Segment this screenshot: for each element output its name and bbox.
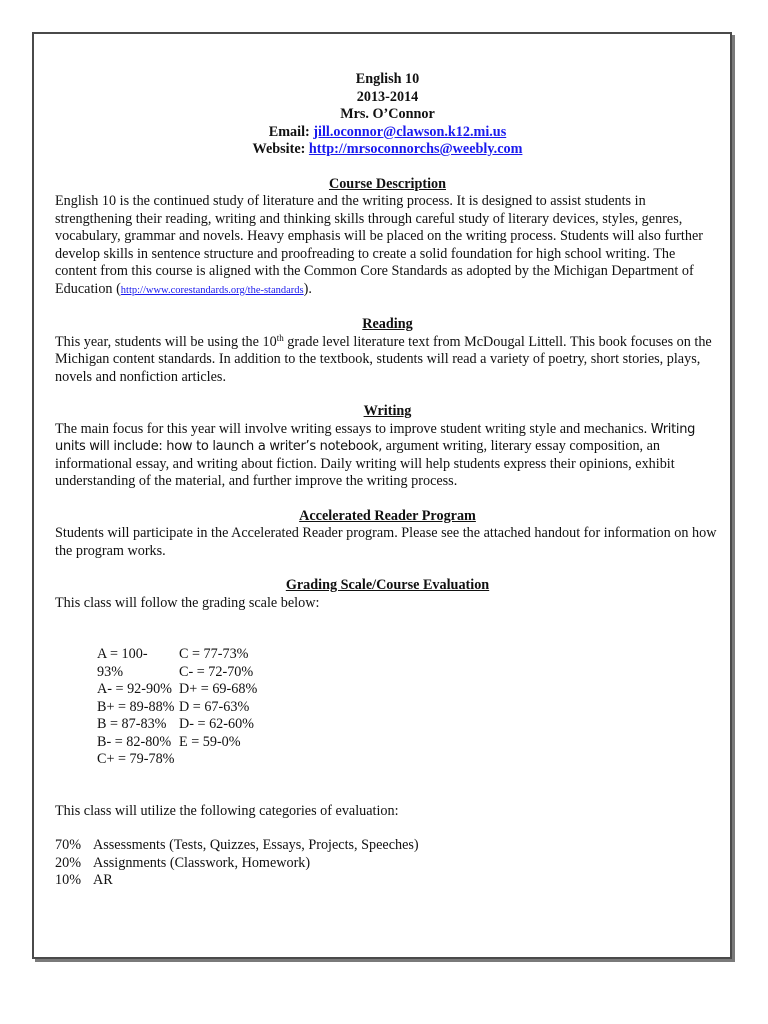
course-description-end: ). [303, 280, 312, 297]
evaluation-label: AR [93, 872, 113, 888]
evaluation-row [55, 837, 720, 855]
grading-scale-table [97, 646, 720, 769]
grade-row: B- = 82-80% [97, 733, 172, 750]
reading-heading: Reading [362, 316, 413, 332]
course-description-body: English 10 is the continued study of literature and the writing process. It is designed to assist students in strengthening their reading, writing and thinking skills through careful study of literary devices, styles, genres, vocabulary, grammar and novels. Heavy emphasis will be placed on the writing process. Students will also further develop skills in sentence structure and proofreading to create a solid foundation for high school writing. The content from this course is aligned with the Common Core Standards as adopted by the Michigan Department of Education ( [55, 193, 703, 297]
grade-row: C = 77-73% [179, 646, 249, 662]
website-line [55, 141, 720, 159]
evaluation-categories [55, 837, 720, 890]
course-title: English 10 [355, 71, 420, 87]
reading-text [55, 334, 720, 387]
grade-row: B = 87-83% [97, 716, 167, 732]
evaluation-percent: 20% [55, 854, 82, 871]
evaluation-percent: 70% [55, 837, 82, 853]
grade-row: C- = 72-70% [179, 663, 254, 680]
grading-heading: Grading Scale/Course Evaluation [285, 577, 490, 593]
ar-program-heading: Accelerated Reader Program [299, 507, 476, 524]
grade-row: A = 100- [97, 646, 148, 662]
evaluation-intro: This class will utilize the following categories of evaluation: [55, 802, 399, 819]
syllabus-content [55, 71, 720, 890]
header-block [55, 71, 720, 159]
email-link[interactable]: jill.oconnor@clawson.k12.mi.us [313, 123, 507, 140]
reading-text-after: grade level literature text from McDougal Littell. This book focuses on the Michigan content standards. In addition to the textbook, students will read a variety of poetry, short stories, plays, novels and nonfiction articles. [55, 333, 712, 385]
grading-scale-column-2 [179, 646, 299, 769]
grade-row: A- = 92-90% [97, 681, 172, 697]
writing-line2-rest: argument writing, literary essay composition, an informational essay, and writing about fiction. Daily writing will help students express their opinions, exhibit understanding of the material, and further improve the writing process. [55, 438, 675, 489]
writing-units-text: Writing units will include: how to launch a writer’s notebook, [55, 421, 696, 454]
grade-row: D- = 62-60% [179, 716, 254, 732]
website-link[interactable]: http://mrsoconnorchs@weebly.com [308, 141, 523, 157]
evaluation-row [55, 855, 720, 873]
reading-text-before: This year, students will be using the 10 [55, 333, 277, 350]
grade-row: D = 67-63% [179, 698, 250, 715]
course-description-text [55, 193, 720, 299]
grade-row: B+ = 89-88% [97, 698, 175, 715]
course-description-heading: Course Description [328, 175, 447, 192]
grade-row: 93% [97, 663, 124, 680]
reading-superscript: th [276, 332, 284, 343]
evaluation-label: Assessments (Tests, Quizzes, Essays, Projects, Speeches) [93, 837, 419, 853]
corestandards-link[interactable]: http://www.corestandards.org/the-standards [120, 284, 304, 296]
website-label: Website: [252, 141, 306, 157]
teacher-name: Mrs. O’Connor [340, 106, 435, 122]
evaluation-row [55, 872, 720, 890]
grading-scale-column-1 [97, 646, 179, 769]
ar-program-text: Students will participate in the Accelerated Reader program. Please see the attached handout for information on how the program works. [55, 525, 717, 559]
email-line [55, 124, 720, 142]
email-label: Email: [268, 123, 310, 140]
grade-row: E = 59-0% [179, 733, 241, 750]
writing-heading: Writing [363, 403, 412, 419]
writing-text [55, 421, 720, 491]
evaluation-percent: 10% [55, 872, 82, 888]
writing-line1: The main focus for this year will involve writing essays to improve student writing style and mechanics. [55, 420, 648, 437]
grading-intro: This class will follow the grading scale below: [55, 594, 320, 611]
school-year: 2013-2014 [356, 88, 419, 105]
grade-row: C+ = 79-78% [97, 751, 175, 767]
evaluation-label: Assignments (Classwork, Homework) [93, 854, 311, 871]
grade-row: D+ = 69-68% [179, 681, 258, 697]
